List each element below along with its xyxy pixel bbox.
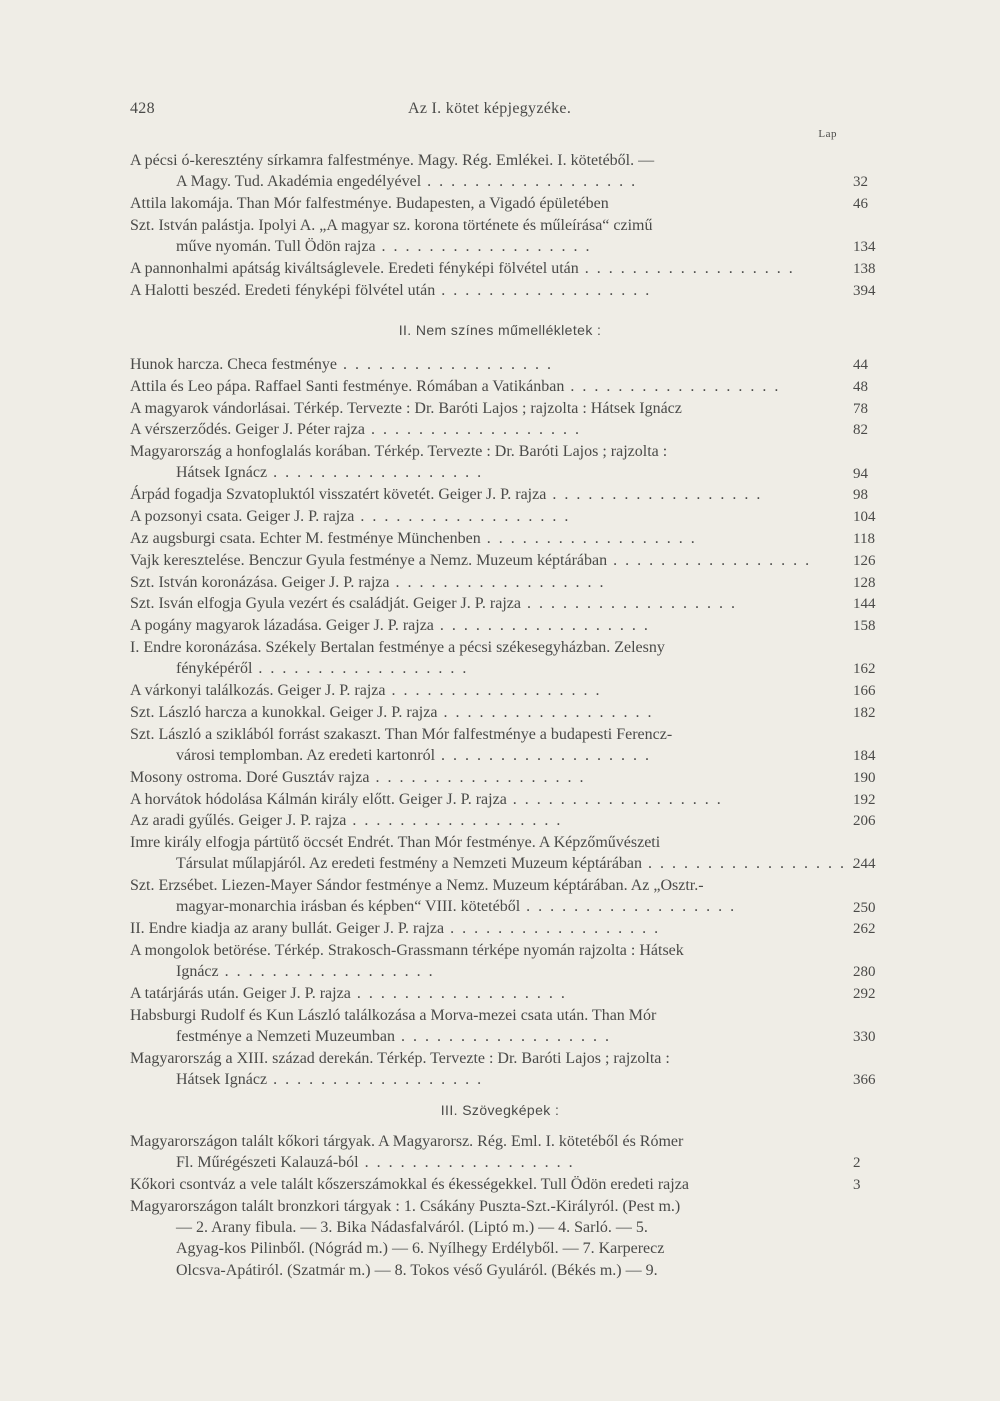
entry-line: Az aradi gyűlés. Geiger J. P. rajza . . (130, 812, 562, 829)
index-entry (130, 150, 850, 193)
index-entry (130, 484, 850, 505)
entry-line: A Halotti beszéd. Eredeti fényképi fölvétel után . . (130, 282, 651, 299)
entry-page-number: 192 (853, 791, 876, 808)
entry-page-number: 138 (853, 261, 876, 277)
entry-page-number: 190 (853, 769, 876, 786)
index-entry (130, 398, 850, 419)
entry-page-number: 3 (853, 1177, 861, 1194)
index-entry (130, 354, 850, 375)
entry-line: Magyarország a honfoglalás korában. Térkép. Tervezte : Dr. Baróti Lajos ; rajzolta : (130, 443, 668, 461)
index-entry (130, 724, 850, 767)
entry-page-number: 166 (853, 683, 876, 699)
entry-line: Kőkori csontváz a vele talált kőszerszámokkal és ékességekkel. Tull Ödön eredeti rajza (130, 1176, 689, 1194)
entry-line: — 2. Arany fibula. — 3. Bika Nádasfalváról. (Liptó m.) — 4. Sarló. — 5. (176, 1219, 648, 1237)
index-entry (130, 528, 850, 549)
entry-line: Olcsva-Apátiról. (Szatmár m.) — 8. Tokos véső Gyuláról. (Békés m.) — 9. (176, 1261, 658, 1279)
index-entry (130, 810, 850, 831)
entry-line: Az augsburgi csata. Echter M. festménye Münchenben . . (130, 530, 697, 547)
entry-line: II. Endre kiadja az arany bullát. Geiger J. P. rajza . . (130, 920, 660, 937)
index-entry (130, 1196, 850, 1281)
entry-line: A vérszerződés. Geiger J. Péter rajza . . (130, 421, 581, 438)
entry-line: I. Endre koronázása. Székely Bertalan festménye a pécsi székesegyházban. Zelesny (130, 638, 665, 656)
entry-page-number: 98 (853, 487, 868, 504)
page-number: 428 (130, 100, 155, 117)
entry-line: Szt. Isván elfogja Gyula vezért és családját. Geiger J. P. rajza . . (130, 595, 737, 612)
index-entry (130, 875, 850, 918)
index-entry (130, 680, 850, 701)
index-entry (130, 1174, 850, 1195)
index-entry (130, 258, 850, 279)
index-entry (130, 593, 850, 614)
entry-page-number: 394 (853, 282, 876, 299)
entry-line: Szt. István koronázása. Geiger J. P. rajza . . (130, 574, 605, 591)
entry-line: Magyarországon talált bronzkori tárgyak : 1. Csákány Puszta-Szt.-Királyról. (Pest m.) (130, 1197, 681, 1215)
entry-line: A pécsi ó-keresztény sírkamra falfestménye. Magy. Rég. Emlékei. I. kötetéből. — (130, 152, 655, 169)
entry-page-number: 2 (853, 1155, 861, 1172)
entry-page-number: 32 (853, 174, 868, 191)
index-entry (130, 1048, 850, 1091)
section-title: III. Szövegképek : (440, 1102, 560, 1118)
index-entry (130, 280, 850, 301)
entry-line: A pozsonyi csata. Geiger J. P. rajza . . (130, 508, 570, 525)
index-entry (130, 572, 850, 593)
index-entry (130, 789, 850, 810)
entry-page-number: 44 (853, 357, 868, 373)
entry-page-number: 250 (853, 899, 876, 916)
entry-line: Szt. Erzsébet. Liezen-Mayer Sándor festménye a Nemz. Muzeum képtárában. Az „Osztr.- (130, 877, 704, 895)
index-entry (130, 441, 850, 484)
entry-line: Szt. László harcza a kunokkal. Geiger J. P. rajza . . (130, 704, 653, 721)
entry-page-number: 206 (853, 813, 876, 830)
entry-page-number: 118 (853, 530, 875, 547)
index-entry (130, 983, 850, 1004)
entry-line: A pannonhalmi apátság kiváltságlevele. Eredeti fényképi fölvétel után . . (130, 260, 795, 277)
entry-page-number: 158 (853, 618, 876, 635)
index-entry (130, 1131, 850, 1174)
entry-page-number: 182 (853, 704, 876, 721)
entry-line: A mongolok betörése. Térkép. Strakosch-Grassmann térképe nyomán rajzolta : Hátsek (130, 942, 684, 960)
entry-line: fényképéről . . (176, 660, 468, 677)
entry-line: Imre király elfogja pártütő öccsét Endrét. Than Mór festménye. A Képzőművészeti (130, 834, 661, 852)
index-entry (130, 767, 850, 788)
entry-page-number: 78 (853, 400, 868, 417)
entry-line: A tatárjárás után. Geiger J. P. rajza . . (130, 985, 567, 1002)
entry-line: Hátsek Ignácz . . (176, 464, 483, 481)
index-entry (130, 702, 850, 723)
entry-page-number: 280 (853, 964, 876, 981)
entry-line: A Magy. Tud. Akadémia engedélyével . . (176, 173, 637, 190)
entry-line: A magyarok vándorlásai. Térkép. Tervezte : Dr. Baróti Lajos ; rajzolta : Hátsek Ignácz (130, 399, 682, 417)
entry-line: Hátsek Ignácz . . (176, 1071, 483, 1088)
index-entry (130, 376, 850, 397)
entry-line: A horvátok hódolása Kálmán király előtt. Geiger J. P. rajza . . (130, 791, 723, 808)
entry-line: A várkonyi találkozás. Geiger J. P. rajza . . (130, 682, 601, 699)
entry-line: Attila és Leo pápa. Raffael Santi festménye. Rómában a Vatikánban . . (130, 378, 780, 395)
entry-page-number: 262 (853, 921, 876, 938)
entry-line: Vajk keresztelése. Benczur Gyula festménye a Nemz. Muzeum képtárában . . (130, 552, 810, 569)
entry-line: Szt. László a sziklából forrást szakaszt. Than Mór falfestménye a budapesti Ferencz- (130, 725, 673, 743)
section-title: II. Nem színes műmellékletek : (398, 322, 602, 338)
entry-page-number: 134 (853, 239, 876, 256)
entry-page-number: 48 (853, 378, 868, 395)
index-entry (130, 637, 850, 680)
entry-page-number: 184 (853, 747, 876, 764)
entry-page-number: 94 (853, 465, 868, 482)
index-entry (130, 215, 850, 258)
page-column-label: Lap (818, 128, 837, 140)
index-entry (130, 615, 850, 636)
entry-line: Ignácz . . (176, 963, 435, 980)
entry-line: Társulat műlapjáról. Az eredeti festmény a Nemzeti Muzeum képtárában . . (176, 855, 856, 872)
entry-page-number: 330 (853, 1029, 876, 1046)
entry-line: Magyarország a XIII. század derekán. Térkép. Tervezte : Dr. Baróti Lajos ; rajzolta : (130, 1050, 670, 1068)
entry-page-number: 128 (853, 574, 876, 591)
index-entry (130, 832, 850, 875)
entry-line: Fl. Műrégészeti Kalauzá-ból . . (176, 1154, 575, 1171)
index-entry (130, 1005, 850, 1048)
entry-line: A pogány magyarok lázadása. Geiger J. P. rajza . . (130, 617, 650, 634)
entry-page-number: 126 (853, 552, 876, 569)
index-entry (130, 940, 850, 983)
entry-line: magyar-monarchia irásban és képben“ VIII. kötetéből . . (176, 898, 736, 915)
entry-line: Mosony ostroma. Doré Gusztáv rajza . . (130, 769, 586, 786)
entry-page-number: 46 (853, 196, 868, 213)
entry-line: Szt. István palástja. Ipolyi A. „A magyar sz. korona története és műleírása“ czimű (130, 216, 653, 234)
index-entry (130, 918, 850, 939)
index-entry (130, 419, 850, 440)
index-entry (130, 193, 850, 214)
entry-line: Hunok harcza. Checa festménye . . (130, 356, 553, 373)
entry-page-number: 82 (853, 422, 868, 439)
entry-line: Habsburgi Rudolf és Kun László találkozása a Morva-mezei csata után. Than Mór (130, 1007, 657, 1024)
index-entry (130, 550, 850, 571)
entry-page-number: 292 (853, 986, 876, 1003)
entry-page-number: 162 (853, 661, 876, 678)
entry-line: Agyag-kos Pilinből. (Nógrád m.) — 6. Nyílhegy Erdélyből. — 7. Karperecz (176, 1240, 665, 1258)
entry-page-number: 104 (853, 509, 876, 526)
entry-page-number: 144 (853, 596, 876, 613)
index-entry (130, 506, 850, 527)
entry-line: Magyarországon talált kőkori tárgyak. A Magyarorsz. Rég. Eml. I. kötetéből és Rómer (130, 1133, 684, 1150)
entry-line: Árpád fogadja Szvatopluktól visszatért követét. Geiger J. P. rajza . . (130, 486, 762, 503)
entry-page-number: 366 (853, 1072, 876, 1089)
entry-page-number: 244 (853, 856, 876, 873)
entry-line: Attila lakomája. Than Mór falfestménye. Budapesten, a Vigadó épületében (130, 195, 609, 213)
entry-line: városi templomban. Az eredeti kartonról . . (176, 747, 651, 764)
entry-line: műve nyomán. Tull Ödön rajza . . (176, 238, 592, 255)
entry-line: festménye a Nemzeti Muzeumban . . (176, 1028, 611, 1045)
page-title: Az I. kötet képjegyzéke. (408, 100, 572, 117)
